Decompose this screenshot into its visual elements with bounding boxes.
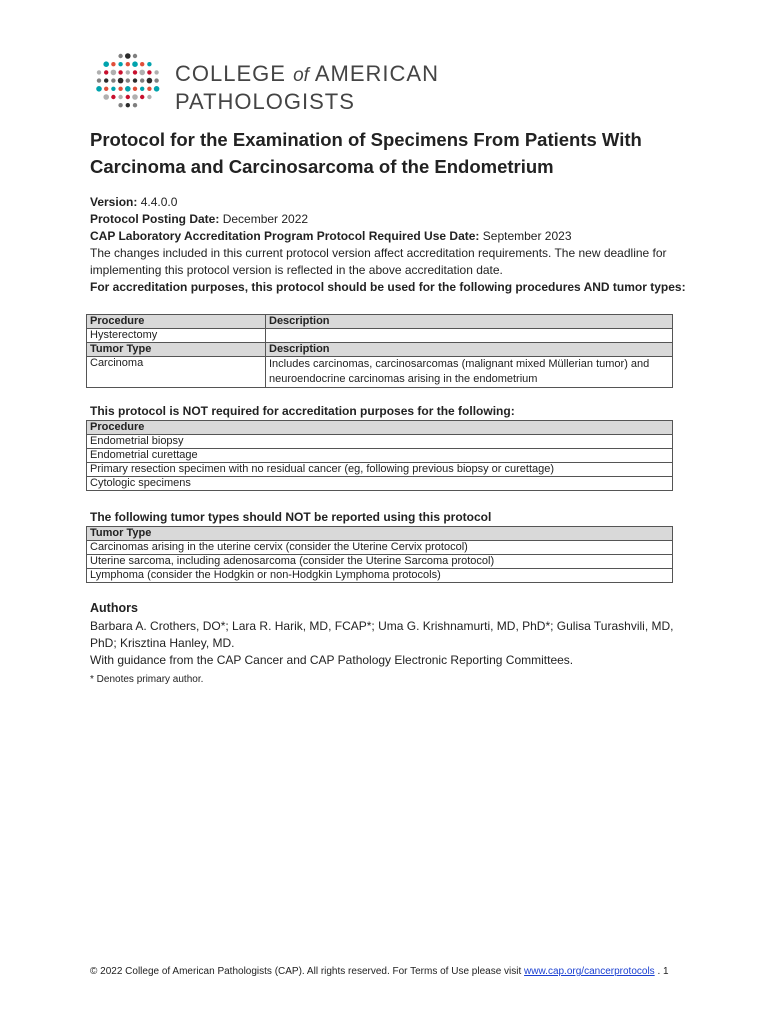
table-row: Lymphoma (consider the Hodgkin or non-Hodgkin Lymphoma protocols) bbox=[87, 569, 673, 583]
table-row: Carcinomas arising in the uterine cervix (consider the Uterine Cervix protocol) bbox=[87, 541, 673, 555]
table-row: Endometrial curettage bbox=[87, 449, 673, 463]
table-header: Procedure bbox=[87, 421, 673, 435]
table-header: Tumor Type Description bbox=[87, 343, 673, 357]
page-number: . 1 bbox=[657, 966, 669, 977]
table-row: Cytologic specimens bbox=[87, 477, 673, 491]
table-row: Uterine sarcoma, including adenosarcoma (consider the Uterine Sarcoma protocol) bbox=[87, 555, 673, 569]
not-required-heading: This protocol is NOT required for accreditation purposes for the following: bbox=[90, 404, 515, 418]
cancer-protocols-link[interactable]: www.cap.org/cancerprotocols bbox=[524, 966, 655, 977]
table-row: Carcinoma Includes carcinomas, carcinosarcomas (malignant mixed Müllerian tumor) and neuroendocrine carcinomas arising in the endometrium bbox=[87, 357, 673, 388]
authors-heading: Authors bbox=[90, 601, 138, 615]
table-row: Hysterectomy bbox=[87, 329, 673, 343]
accreditation-table bbox=[86, 314, 673, 388]
logo-wordmark: COLLEGE of AMERICAN PATHOLOGISTS bbox=[175, 61, 439, 114]
table-header: Tumor Type bbox=[87, 527, 673, 541]
primary-author-note: * Denotes primary author. bbox=[90, 674, 204, 685]
accreditation-text: For accreditation purposes, this protocol should be used for the following procedures AND tumor types: bbox=[90, 280, 686, 294]
table-row: Primary resection specimen with no residual cancer (eg, following previous biopsy or curettage) bbox=[87, 463, 673, 477]
cap-dot-logo-icon bbox=[95, 52, 161, 112]
author-names: Barbara A. Crothers, DO*; Lara R. Harik, MD, FCAP*; Uma G. Krishnamurti, MD, PhD*; Gulisa Turashvili, MD, PhD; Krisztina Hanley, MD. bbox=[90, 619, 674, 650]
changes-text: The changes included in this current protocol version affect accreditation requirements. The new deadline for implementing this protocol version is reflected in the above accreditation date. bbox=[90, 246, 667, 277]
protocol-metadata bbox=[90, 194, 690, 296]
guidance-text: With guidance from the CAP Cancer and CAP Pathology Electronic Reporting Committees. bbox=[90, 653, 574, 667]
page-footer: © 2022 College of American Pathologists (CAP). All rights reserved. For Terms of Use please visit www.cap.org/cancerprotocols . 1 bbox=[90, 966, 669, 977]
cap-logo bbox=[95, 52, 475, 116]
not-required-table bbox=[86, 420, 673, 491]
document-title: Protocol for the Examination of Specimens From Patients With Carcinoma and Carcinosarcoma of the Endometrium bbox=[90, 129, 642, 177]
posting-date-line: Protocol Posting Date: December 2022 bbox=[90, 212, 309, 226]
table-row: Endometrial biopsy bbox=[87, 435, 673, 449]
version-line: Version: 4.4.0.0 bbox=[90, 195, 178, 209]
not-reported-table bbox=[86, 526, 673, 583]
authors-section bbox=[90, 600, 690, 688]
table-header: Procedure Description bbox=[87, 315, 673, 329]
not-reported-heading: The following tumor types should NOT be reported using this protocol bbox=[90, 510, 492, 524]
required-use-date-line: CAP Laboratory Accreditation Program Protocol Required Use Date: September 2023 bbox=[90, 229, 572, 243]
